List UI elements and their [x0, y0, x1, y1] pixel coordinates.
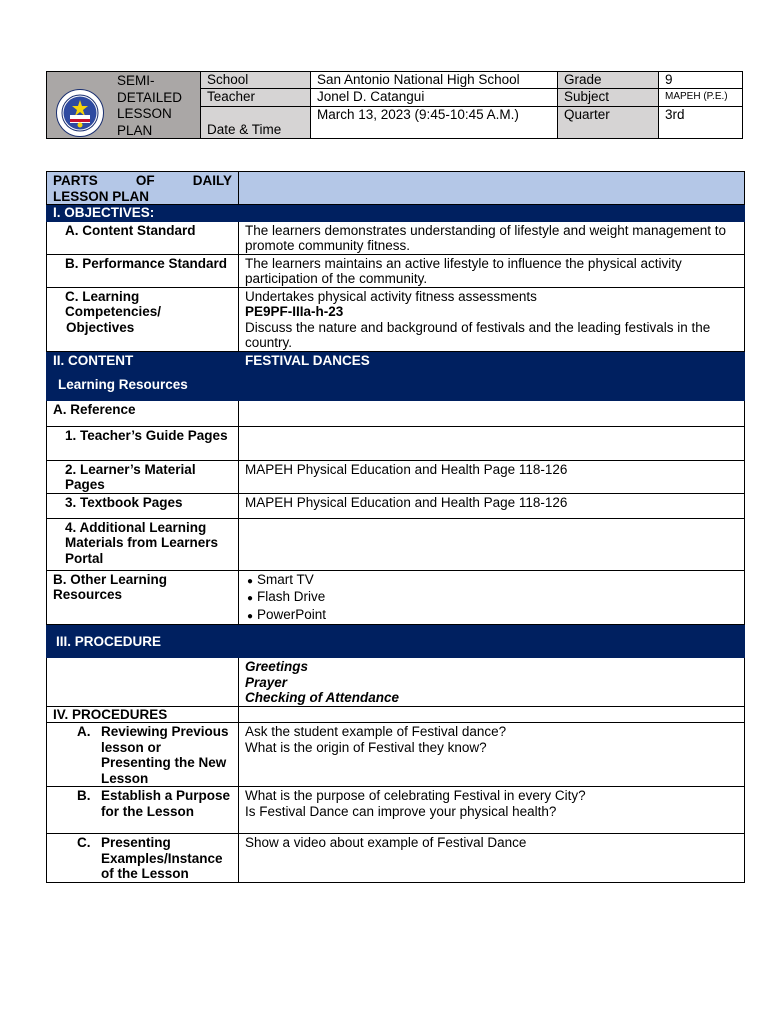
- procedure-heading: III. PROCEDURE: [47, 625, 239, 658]
- learners-material-row: [47, 460, 745, 493]
- step-b-label: B. Establish a Purpose for the Lesson: [47, 787, 239, 834]
- parts-header: PARTS OF DAILY LESSON PLAN: [47, 172, 239, 205]
- content-standard-label: A. Content Standard: [47, 221, 239, 254]
- additional-materials-value: [239, 518, 745, 570]
- learners-material-label: 2. Learner’s Material Pages: [47, 460, 239, 493]
- learning-resources-blank: [239, 375, 745, 400]
- competencies-value: Undertakes physical activity fitness assessments PE9PF-IIIa-h-23 Discuss the nature and background of festivals and the leading festivals in the country.: [239, 287, 745, 351]
- reference-blank: [239, 400, 745, 426]
- step-c-row: [47, 834, 745, 883]
- step-a-label: A. Reviewing Previous lesson or Presenting the New Lesson: [47, 723, 239, 787]
- parts-header-blank: [239, 172, 745, 205]
- lesson-plan-header: [46, 71, 743, 139]
- step-b-row: [47, 787, 745, 834]
- step-b-value: What is the purpose of celebrating Festival in every City? Is Festival Dance can improve your physical health?: [239, 787, 745, 834]
- step-c-value: Show a video about example of Festival Dance: [239, 834, 745, 883]
- performance-standard-row: [47, 254, 745, 287]
- list-item: ● Smart TV: [247, 571, 314, 587]
- content-heading: II. CONTENT: [47, 351, 239, 375]
- procedure-blank: [239, 625, 745, 658]
- procedure-heading-row: [47, 625, 745, 658]
- performance-standard-value: The learners maintains an active lifestyle to influence the physical activity participation of the community.: [239, 254, 745, 287]
- learning-resources-heading: Learning Resources: [47, 375, 239, 400]
- procedures-heading-blank: [239, 706, 745, 723]
- content-standard-value: The learners demonstrates understanding of lifestyle and weight management to promote community fitness.: [239, 221, 745, 254]
- grade-value: 9: [659, 72, 743, 89]
- datetime-value: March 13, 2023 (9:45-10:45 A.M.): [311, 106, 558, 139]
- teachers-guide-label: 1. Teacher’s Guide Pages: [47, 426, 239, 460]
- step-c-label: C. Presenting Examples/Instance of the Lesson: [47, 834, 239, 883]
- content-standard-row: [47, 221, 745, 254]
- step-a-row: [47, 723, 745, 787]
- reference-row: [47, 400, 745, 426]
- lesson-plan-table: [46, 171, 745, 883]
- competencies-row: [47, 287, 745, 351]
- procedures-heading-row: [47, 706, 745, 723]
- learners-material-value: MAPEH Physical Education and Health Page 118-126: [239, 460, 745, 493]
- reference-label: A. Reference: [47, 400, 239, 426]
- teachers-guide-value: [239, 426, 745, 460]
- objectives-heading: I. OBJECTIVES:: [47, 205, 745, 222]
- preliminaries-row: [47, 658, 745, 707]
- other-resources-label: B. Other Learning Resources: [47, 570, 239, 625]
- subject-value: MAPEH (P.E.): [659, 89, 743, 106]
- school-value: San Antonio National High School: [311, 72, 558, 89]
- teachers-guide-row: [47, 426, 745, 460]
- datetime-label: Date & Time: [201, 106, 311, 139]
- textbook-label: 3. Textbook Pages: [47, 493, 239, 518]
- quarter-value: 3rd: [659, 106, 743, 139]
- step-a-value: Ask the student example of Festival dance? What is the origin of Festival they know?: [239, 723, 745, 787]
- grade-label: Grade: [558, 72, 659, 89]
- preliminaries-blank: [47, 658, 239, 707]
- content-heading-row: [47, 351, 745, 375]
- school-label: School: [201, 72, 311, 89]
- list-item: ● Flash Drive: [247, 589, 326, 604]
- quarter-label: Quarter: [558, 106, 659, 139]
- objectives-heading-row: [47, 205, 745, 222]
- teacher-value: Jonel D. Catangui: [311, 89, 558, 106]
- preliminaries-list: Greetings Prayer Checking of Attendance: [239, 658, 745, 707]
- content-value: FESTIVAL DANCES: [239, 351, 745, 375]
- additional-materials-label: 4. Additional Learning Materials from Learners Portal: [47, 518, 239, 570]
- deped-seal-icon: [56, 89, 104, 137]
- textbook-value: MAPEH Physical Education and Health Page 118-126: [239, 493, 745, 518]
- other-resources-list: [239, 570, 745, 625]
- learning-resources-row: [47, 375, 745, 400]
- subject-label: Subject: [558, 89, 659, 106]
- competencies-label: C. Learning Competencies/ Objectives: [47, 287, 239, 351]
- additional-materials-row: [47, 518, 745, 570]
- teacher-label: Teacher: [201, 89, 311, 106]
- list-item: ● PowerPoint: [247, 606, 327, 622]
- textbook-row: [47, 493, 745, 518]
- performance-standard-label: B. Performance Standard: [47, 254, 239, 287]
- competency-code: PE9PF-IIIa-h-23: [245, 304, 344, 319]
- parts-header-row: [47, 172, 745, 205]
- other-resources-row: [47, 570, 745, 625]
- document-title: SEMI- DETAILED LESSON PLAN: [117, 73, 183, 138]
- header-logo-cell: [47, 72, 201, 139]
- procedures-heading: IV. PROCEDURES: [47, 706, 239, 723]
